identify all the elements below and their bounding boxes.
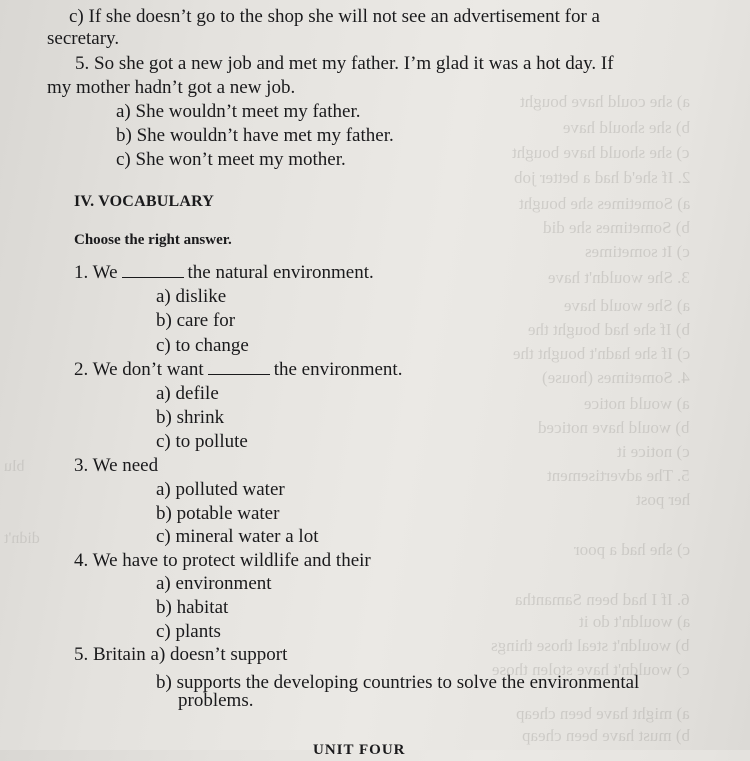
question-2-start: 2. We don’t want — [74, 359, 204, 380]
option-c: c) mineral water a lot — [156, 526, 319, 547]
option-a: a) She wouldn’t meet my father. — [116, 101, 361, 122]
option-c: c) to change — [156, 335, 249, 356]
question-2-end: the environment. — [273, 359, 403, 380]
answer-blank — [208, 360, 270, 375]
show-through-text: 3. She wouldn't have — [548, 268, 690, 287]
show-through-text: 2. If she'd had a better job — [513, 168, 690, 187]
option-b: b) supports the developing countries to solve the environmental — [156, 672, 640, 693]
option-a: a) dislike — [156, 286, 227, 307]
show-through-text: b) Sometimes she did — [543, 218, 690, 237]
show-through-text: b) wouldn't steal those things — [491, 636, 690, 655]
unit-title: UNIT FOUR — [313, 742, 406, 758]
question-5: 5. Britain a) doesn’t support — [74, 644, 288, 665]
question-3: 3. We need — [74, 455, 159, 476]
show-through-text: 4. Sometimes (house) — [542, 368, 690, 387]
section-heading: IV. VOCABULARY — [74, 193, 215, 210]
show-through-text: b) If she had bought the — [528, 320, 690, 339]
answer-blank — [122, 263, 184, 278]
show-through-text: a) she could have bought — [520, 92, 690, 111]
option-text: c) If she doesn’t go to the shop she will not see an advertisement for a — [69, 6, 600, 27]
option-b: b) care for — [156, 310, 236, 331]
option-b: b) She wouldn’t have met my father. — [116, 125, 394, 146]
show-through-text: a) She would have — [563, 296, 690, 315]
show-through-text: c) notice it — [617, 442, 690, 461]
show-through-text: a) Sometimes she bought — [518, 194, 690, 213]
show-through-text: a) wouldn't do it — [578, 612, 690, 631]
show-through-text: a) would notice — [584, 394, 690, 413]
option-a: a) polluted water — [156, 479, 285, 500]
option-b: b) shrink — [156, 407, 225, 428]
show-through-text: c) It sometimes — [585, 242, 690, 261]
instruction-text: Choose the right answer. — [74, 232, 232, 248]
show-through-text: c) If she hadn't bought the — [512, 344, 690, 363]
show-through-text: didn't — [4, 530, 40, 547]
option-b: b) potable water — [156, 503, 280, 524]
option-b-continued: problems. — [178, 690, 254, 711]
question-1 — [74, 262, 374, 284]
question-1-start: 1. We — [74, 262, 118, 283]
show-through-text: 6. If I had been Samantha — [515, 590, 690, 609]
show-through-text: c) wouldn't have stolen those — [492, 660, 690, 679]
show-through-text: c) she had a poor — [573, 540, 690, 559]
show-through-text: her post — [635, 490, 690, 509]
show-through-text: 5. The advertisement — [547, 466, 690, 485]
question-text: 5. So she got a new job and met my father. I’m glad it was a hot day. If — [75, 53, 614, 74]
question-1-end: the natural environment. — [187, 262, 374, 283]
option-c: c) plants — [156, 621, 221, 642]
option-c: c) She won’t meet my mother. — [116, 149, 346, 170]
question-2 — [74, 359, 402, 381]
option-text: secretary. — [47, 28, 120, 49]
show-through-text: a) might have been cheap — [516, 704, 690, 723]
question-text: my mother hadn’t got a new job. — [47, 77, 296, 98]
show-through-text: c) she should have bought — [512, 143, 690, 162]
show-through-text: b) must have been cheap — [521, 726, 690, 745]
option-c: c) to pollute — [156, 431, 248, 452]
show-through-text: b) she should have — [562, 118, 690, 137]
option-a: a) defile — [156, 383, 219, 404]
option-b: b) habitat — [156, 597, 229, 618]
option-a: a) environment — [156, 573, 272, 594]
show-through-text: b) would have noticed — [538, 418, 690, 437]
show-through-text: blu — [4, 458, 25, 475]
question-4: 4. We have to protect wildlife and their — [74, 550, 371, 571]
